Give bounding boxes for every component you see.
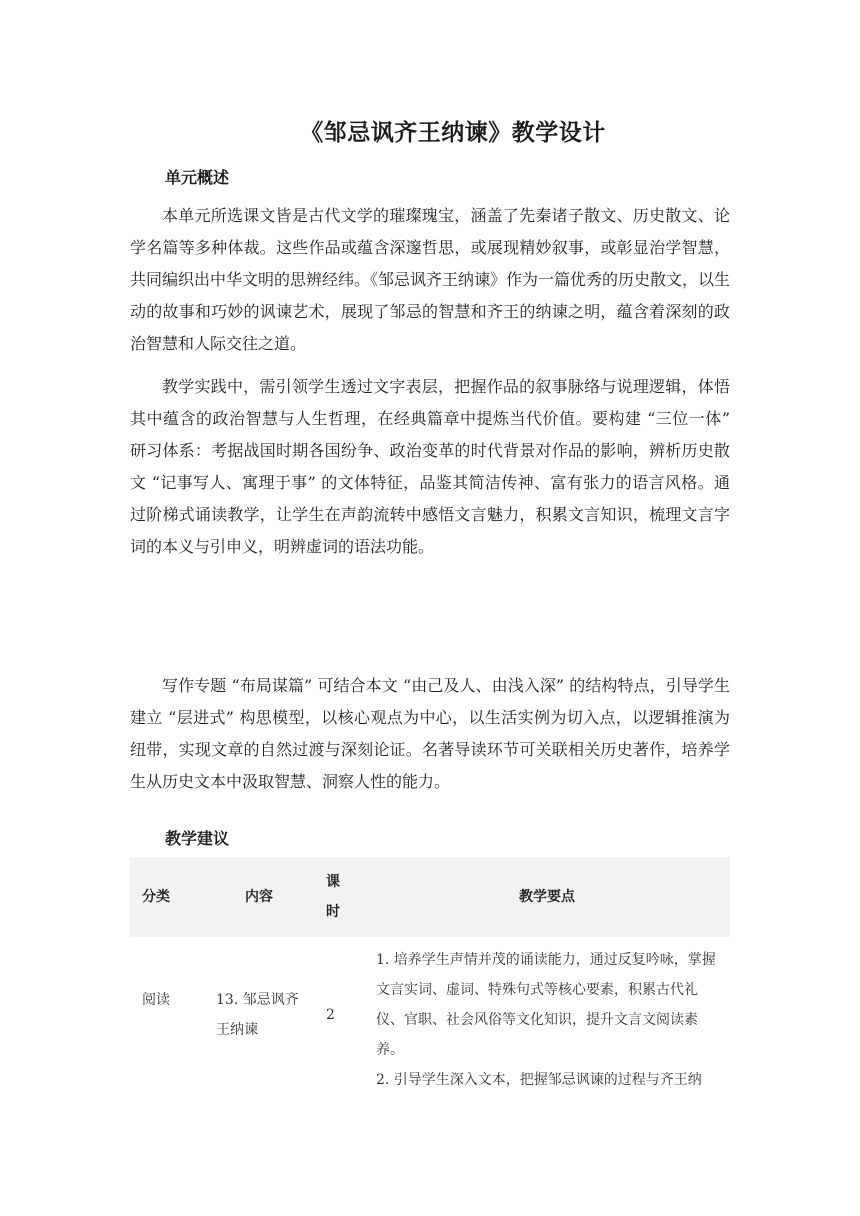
cell-teaching-points <box>364 937 730 1095</box>
document-title: 《邹忌讽齐王纳谏》教学设计 <box>300 119 606 146</box>
table-row <box>130 937 730 1095</box>
teaching-suggestions-table <box>130 857 730 1095</box>
header-content: 内容 <box>204 857 314 937</box>
cell-content: 13. 邹忌讽齐王纳谏 <box>204 937 314 1095</box>
section-heading-overview: 单元概述 <box>165 168 230 187</box>
cell-category: 阅读 <box>130 937 204 1095</box>
overview-paragraph-3: 写作专题 “布局谋篇” 可结合本文 “由己及人、由浅入深” 的结构特点，引导学生建立 “层进式” 构思模型，以核心观点为中心，以生活实例为切入点，以逻辑推演为纽带，实现文章的自然过渡与深刻论证。名著导读环节可关联相关历史著作，培养学生从历史文本中汲取智慧、洞察人性的能力。 <box>130 676 730 791</box>
section-heading-suggestions: 教学建议 <box>165 829 230 848</box>
overview-paragraph-2: 教学实践中，需引领学生透过文字表层，把握作品的叙事脉络与说理逻辑，体悟其中蕴含的政治智慧与人生哲理，在经典篇章中提炼当代价值。要构建 “三位一体” 研习体系：考据战国时期各国纷争、政治变革的时代背景对作品的影响，辨析历史散文 “记事写人、寓理于事” 的文体特征，品鉴其简洁传神、富有张力的语言风格。通过阶梯式诵读教学，让学生在声韵流转中感悟文言魅力，积累文言知识，梳理文言字词的本义与引申义，明辨虚词的语法功能。 <box>130 377 730 556</box>
cell-hours: 2 <box>314 937 364 1095</box>
teaching-point-2: 2. 引导学生深入文本，把握邹忌讽谏的过程与齐王纳 <box>376 1072 702 1088</box>
table-header-row <box>130 857 730 937</box>
header-teaching-points: 教学要点 <box>364 857 730 937</box>
overview-paragraph-1: 本单元所选课文皆是古代文学的璀璨瑰宝，涵盖了先秦诸子散文、历史散文、论学名篇等多种体裁。这些作品或蕴含深邃哲思，或展现精妙叙事，或彰显治学智慧，共同编织出中华文明的思辨经纬。《邹忌讽齐王纳谏》作为一篇优秀的历史散文，以生动的故事和巧妙的讽谏艺术，展现了邹忌的智慧和齐王的纳谏之明，蕴含着深刻的政治智慧和人际交往之道。 <box>130 206 731 353</box>
teaching-point-1: 1. 培养学生声情并茂的诵读能力，通过反复吟咏，掌握文言实词、虚词、特殊句式等核心要素，积累古代礼仪、官职、社会风俗等文化知识，提升文言文阅读素养。 <box>376 952 716 1058</box>
header-hours: 课时 <box>314 857 364 937</box>
header-category: 分类 <box>130 857 204 937</box>
